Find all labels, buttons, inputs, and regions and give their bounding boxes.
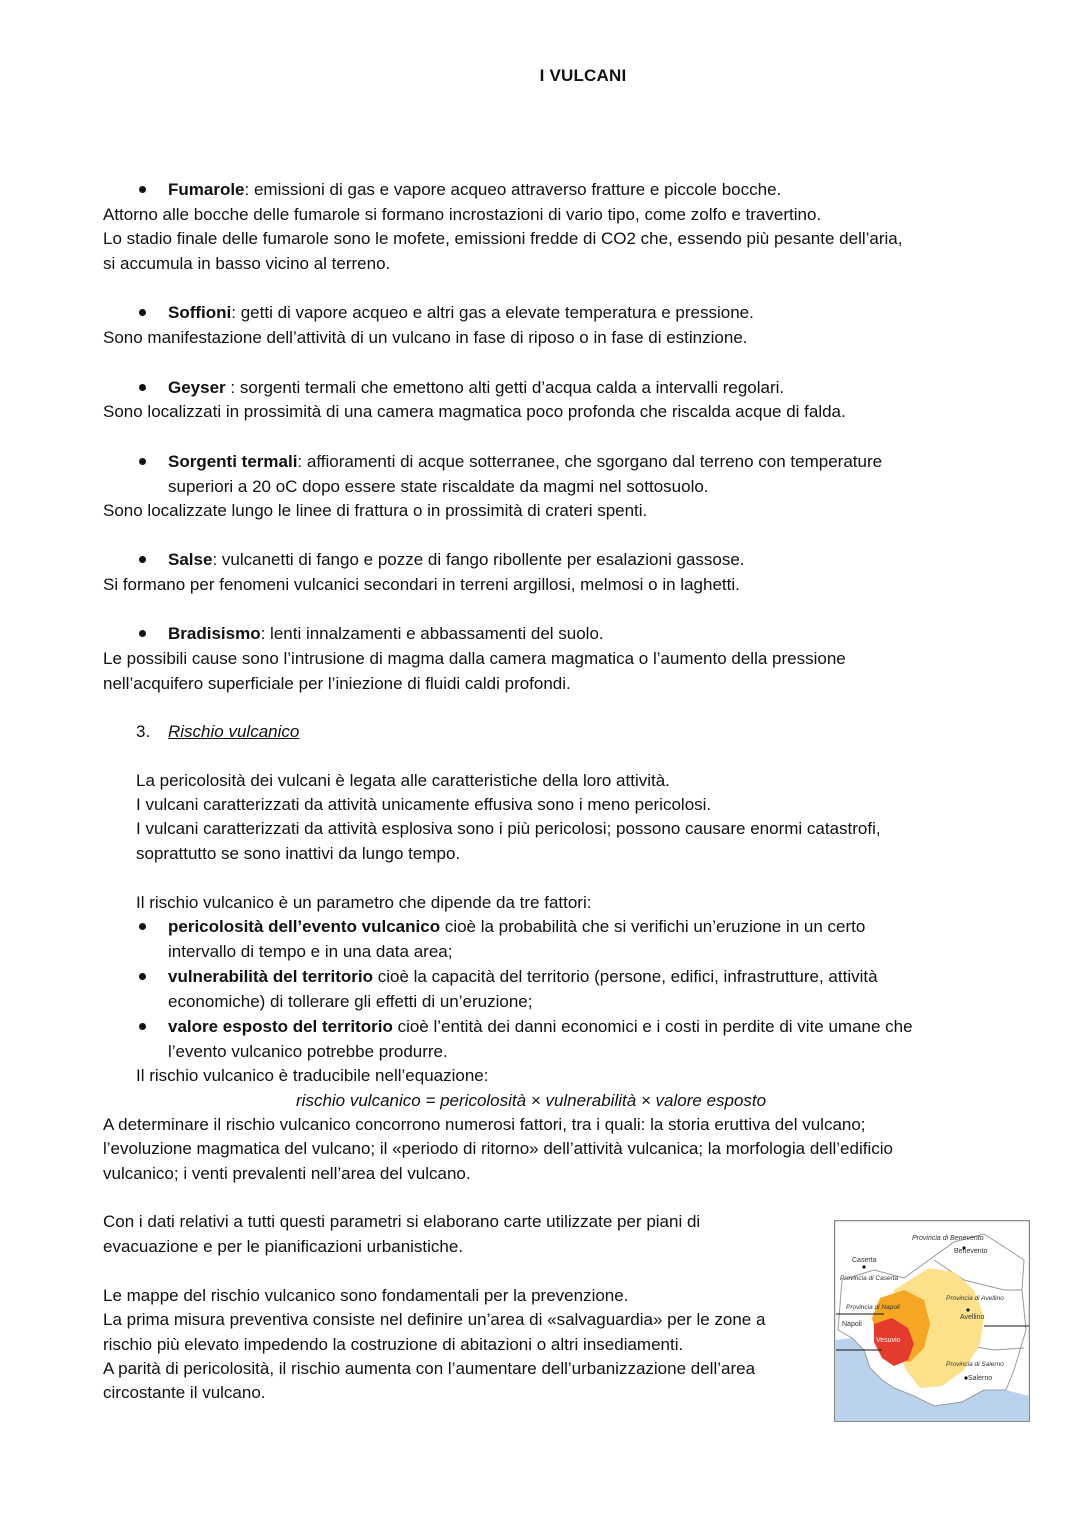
map-label-caserta-province: Provincia di Caserta — [840, 1275, 899, 1282]
equation-intro: Il rischio vulcanico è traducibile nell’equazione: — [136, 1066, 489, 1085]
section-p1-line4: soprattutto se sono inattivi da lungo tempo. — [136, 844, 461, 863]
bullet-icon — [139, 630, 146, 637]
geyser-term: Geyser — [168, 378, 226, 397]
factor-desc2: intervallo di tempo e in una data area; — [168, 942, 453, 961]
section-p1-line1: La pericolosità dei vulcani è legata alle caratteristiche della loro attività. — [136, 771, 670, 790]
bullet-icon — [139, 309, 146, 316]
map-label-salerno-province: Provincia di Salerno — [946, 1361, 1004, 1368]
section-p5-line4: A parità di pericolosità, il rischio aumenta con l’aumentare dell’urbanizzazione dell’area — [103, 1359, 756, 1378]
fumarole-term: Fumarole — [168, 180, 245, 199]
bradisismo-item — [168, 622, 604, 646]
factor-term: valore esposto del territorio — [168, 1017, 393, 1036]
section-p4-line2: evacuazione e per le pianificazioni urbanistiche. — [103, 1237, 464, 1256]
map-label-caserta: Caserta — [852, 1257, 877, 1264]
bradisismo-line2: Le possibili cause sono l’intrusione di magma dalla camera magmatica o l’aumento della pressione — [103, 649, 846, 668]
sorgenti-desc: : affioramenti di acque sotterranee, che sgorgano dal terreno con temperature — [297, 452, 883, 471]
soffioni-term: Soffioni — [168, 303, 232, 322]
geyser-item — [168, 376, 784, 400]
bullet-icon — [139, 458, 146, 465]
fumarole-item — [168, 178, 781, 202]
bullet-icon — [139, 923, 146, 930]
section-p2-intro: Il rischio vulcanico è un parametro che dipende da tre fattori: — [136, 893, 592, 912]
city-dot-icon — [862, 1265, 865, 1268]
equation: rischio vulcanico = pericolosità × vulnerabilità × valore esposto — [296, 1091, 767, 1110]
page-title: I VULCANI — [539, 66, 627, 85]
section-p1-line3: I vulcani caratterizzati da attività esplosiva sono i più pericolosi; possono causare enormi catastrofi, — [136, 819, 881, 838]
bullet-icon — [139, 556, 146, 563]
salse-term: Salse — [168, 550, 213, 569]
bradisismo-term: Bradisismo — [168, 624, 261, 643]
map-label-avellino: Avellino — [960, 1314, 985, 1321]
fumarole-desc: : emissioni di gas e vapore acqueo attraverso fratture e piccole bocche. — [244, 180, 782, 199]
bradisismo-desc: : lenti innalzamenti e abbassamenti del suolo. — [260, 624, 604, 643]
salse-item — [168, 548, 745, 572]
section-p5-line1: Le mappe del rischio vulcanico sono fondamentali per la prevenzione. — [103, 1286, 629, 1305]
salse-line2: Si formano per fenomeni vulcanici secondari in terreni argillosi, melmosi o in laghetti. — [103, 575, 740, 594]
bullet-icon — [139, 1023, 146, 1030]
map-label-napoli: Napoli — [842, 1321, 862, 1328]
city-dot-icon — [966, 1308, 969, 1311]
sorgenti-desc2: superiori a 20 oC dopo essere state riscaldate da magmi nel sottosuolo. — [168, 477, 709, 496]
factor-desc: cioè l’entità dei danni economici e i costi in perdite di vite umane che — [392, 1017, 913, 1036]
section-p5-line2: La prima misura preventiva consiste nel definire un’area di «salvaguardia» per le zone a — [103, 1310, 766, 1329]
map-label-benevento: Benevento — [954, 1248, 988, 1255]
geyser-desc: : sorgenti termali che emettono alti getti d’acqua calda a intervalli regolari. — [225, 378, 785, 397]
geyser-line2: Sono localizzati in prossimità di una camera magmatica poco profonda che riscalda acque di falda. — [103, 402, 846, 421]
map-label-napoli-province: Provincia di Napoli — [846, 1304, 900, 1311]
soffioni-item — [168, 301, 754, 325]
factor-desc2: l’evento vulcanico potrebbe produrre. — [168, 1042, 448, 1061]
factor-desc: cioè la capacità del territorio (persone, edifici, infrastrutture, attività — [373, 967, 878, 986]
factor-item — [168, 1015, 913, 1039]
soffioni-desc: : getti di vapore acqueo e altri gas a elevate temperatura e pressione. — [231, 303, 754, 322]
map-label-benevento-province: Provincia di Benevento — [912, 1235, 984, 1242]
factor-item — [168, 915, 865, 939]
fumarole-line4: si accumula in basso vicino al terreno. — [103, 254, 391, 273]
factor-term: pericolosità dell’evento vulcanico — [168, 917, 441, 936]
sorgenti-term: Sorgenti termali — [168, 452, 298, 471]
factor-term: vulnerabilità del territorio — [168, 967, 373, 986]
section-p5-line3: rischio più elevato impedendo la costruzione di abitazioni o altri insediamenti. — [103, 1335, 684, 1354]
map-label-vesuvio: Vesuvio — [876, 1337, 901, 1344]
factor-desc: cioè la probabilità che si verifichi un’eruzione in un certo — [440, 917, 866, 936]
bradisismo-line3: nell’acquifero superficiale per l’iniezione di fluidi caldi profondi. — [103, 674, 571, 693]
factor-item — [168, 965, 878, 989]
soffioni-line2: Sono manifestazione dell’attività di un vulcano in fase di riposo o in fase di estinzione. — [103, 328, 748, 347]
volcanic-risk-map — [834, 1220, 1030, 1422]
bullet-icon — [139, 186, 146, 193]
fumarole-line2: Attorno alle bocche delle fumarole si formano incrostazioni di vario tipo, come zolfo e travertino. — [103, 205, 822, 224]
section-number: 3. — [136, 722, 151, 741]
section-p5-line5: circostante il vulcano. — [103, 1383, 266, 1402]
factor-desc2: economiche) di tollerare gli effetti di un’eruzione; — [168, 992, 533, 1011]
bullet-icon — [139, 973, 146, 980]
bullet-icon — [139, 384, 146, 391]
fumarole-line3: Lo stadio finale delle fumarole sono le mofete, emissioni fredde di CO2 che, essendo più pesante dell’aria, — [103, 229, 903, 248]
map-label-salerno: Salerno — [968, 1375, 993, 1382]
section-p1-line2: I vulcani caratterizzati da attività unicamente effusiva sono i meno pericolosi. — [136, 795, 712, 814]
section-heading: Rischio vulcanico — [168, 722, 300, 741]
sorgenti-item — [168, 450, 882, 474]
section-p3-line1: A determinare il rischio vulcanico concorrono numerosi fattori, tra i quali: la storia eruttiva del vulcano; — [103, 1115, 866, 1134]
section-p4-line1: Con i dati relativi a tutti questi parametri si elaborano carte utilizzate per piani di — [103, 1212, 701, 1231]
map-label-avellino-province: Provincia di Avellino — [946, 1295, 1004, 1302]
section-p3-line2: l’evoluzione magmatica del vulcano; il «periodo di ritorno» dell’attività vulcanica; la morfologia dell’edificio — [103, 1139, 893, 1158]
salse-desc: : vulcanetti di fango e pozze di fango ribollente per esalazioni gassose. — [212, 550, 745, 569]
section-p3-line3: vulcanico; i venti prevalenti nell’area del vulcano. — [103, 1164, 471, 1183]
sorgenti-line2: Sono localizzate lungo le linee di frattura o in prossimità di crateri spenti. — [103, 501, 648, 520]
